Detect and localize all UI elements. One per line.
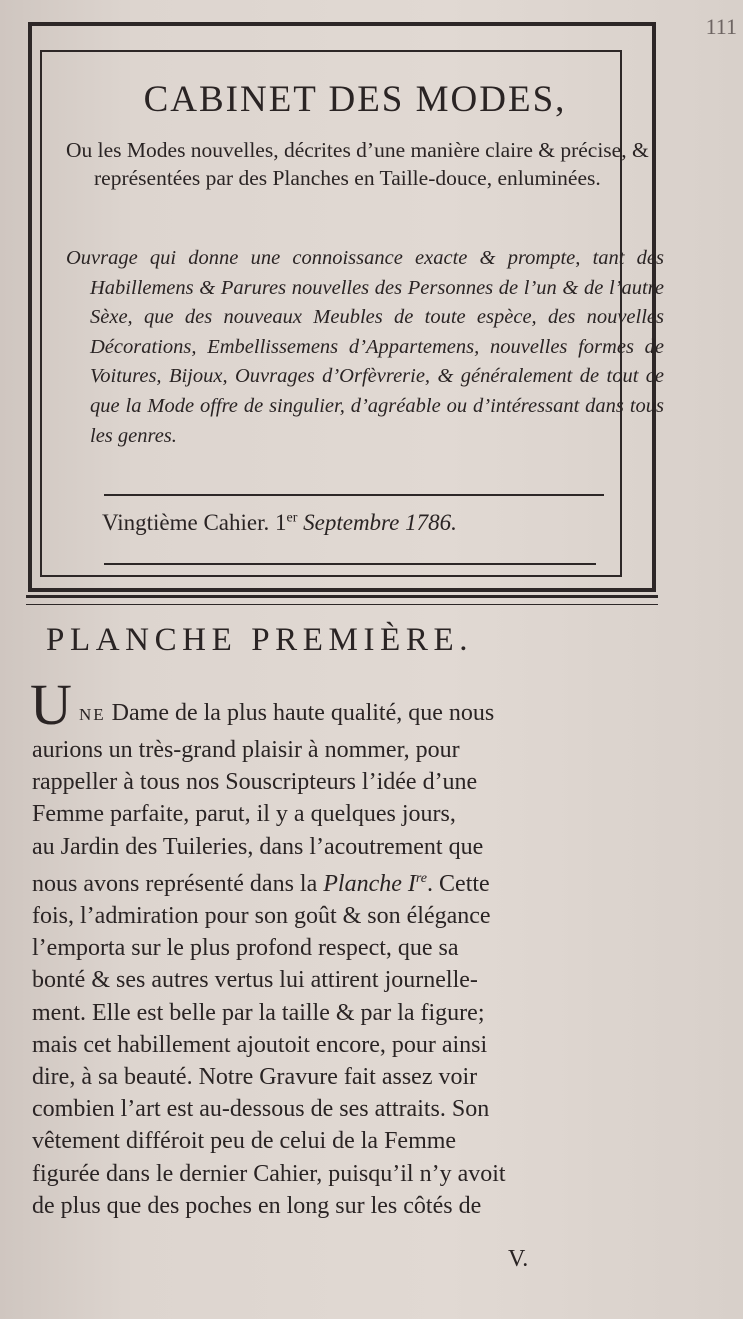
issue-day: 1 bbox=[275, 510, 287, 535]
drop-cap: U bbox=[30, 672, 72, 737]
periodical-title: CABINET DES MODES, bbox=[143, 79, 567, 120]
issue-rule-top bbox=[104, 494, 604, 496]
section-heading: PLANCHE PREMIÈRE. bbox=[46, 622, 474, 658]
first-word-smallcaps: NE bbox=[79, 705, 106, 724]
issue-line bbox=[102, 510, 612, 536]
text-line: aurions un très-grand plaisir à nommer, pour bbox=[32, 737, 460, 763]
text-line: Femme parfaite, parut, il y a quelques jours, bbox=[32, 801, 456, 828]
planche-prefix: nous avons représenté dans la bbox=[32, 870, 324, 897]
periodical-description: Ouvrage qui donne une connoissance exacte & prompte, tant des Habillemens & Parures nouvelles des Personnes de l’un & de l’autre Sèxe, que des nouveaux Meubles de toute espèce, des nouvelles Décorations, Embellissemens d’Appartemens, nouvelles formes de Voitures, Bijoux, Ouvrages d’Orfèvrerie, & généralement de tout ce que la Mode offre de singulier, d’agréable ou d’intéressant dans tous les genres. bbox=[66, 247, 664, 447]
text-line: fois, l’admiration pour son goût & son élégance bbox=[32, 903, 491, 930]
periodical-subtitle: Ou les Modes nouvelles, décrites d’une manière claire & précise, & représentées par des Planches en Taille-douce, enluminées. bbox=[66, 138, 649, 190]
text-line: mais cet habillement ajoutoit encore, pour ainsi bbox=[32, 1031, 488, 1058]
text-line: ment. Elle est belle par la taille & par la figure; bbox=[32, 999, 485, 1026]
text-line-planche bbox=[32, 863, 660, 900]
issue-label: Vingtième Cahier. bbox=[102, 510, 270, 535]
text-line: au Jardin des Tuileries, dans l’acoutrement que bbox=[32, 833, 484, 860]
first-line-text: Dame de la plus haute qualité, que nous bbox=[105, 700, 495, 726]
text-line: combien l’art est au-dessous de ses attraits. Son bbox=[32, 1096, 490, 1123]
text-line: vêtement différoit peu de celui de la Femme bbox=[32, 1128, 457, 1155]
text-line: rappeller à tous nos Souscripteurs l’idée d’une bbox=[32, 769, 478, 796]
page-number: 111 bbox=[705, 14, 737, 39]
issue-rule-bottom bbox=[104, 563, 596, 565]
planche-reference: Planche I bbox=[323, 870, 416, 897]
frame-bottom-rule bbox=[26, 595, 658, 605]
planche-reference-sup: re bbox=[415, 870, 428, 886]
text-line: de plus que des poches en long sur les côtés de bbox=[32, 1192, 482, 1219]
issue-date: Septembre 1786. bbox=[303, 510, 457, 535]
body-text bbox=[32, 734, 660, 1222]
issue-day-suffix: er bbox=[286, 510, 298, 526]
text-line: bonté & ses autres vertus lui attirent journelle- bbox=[32, 967, 478, 994]
text-line: l’emporta sur le plus profond respect, que sa bbox=[32, 935, 459, 962]
first-line bbox=[79, 700, 659, 727]
catchword: V. bbox=[508, 1246, 529, 1272]
text-line: dire, à sa beauté. Notre Gravure fait assez voir bbox=[32, 1064, 478, 1091]
planche-suffix: . Cette bbox=[427, 870, 490, 897]
text-line: figurée dans le dernier Cahier, puisqu’il n’y avoit bbox=[32, 1160, 506, 1187]
